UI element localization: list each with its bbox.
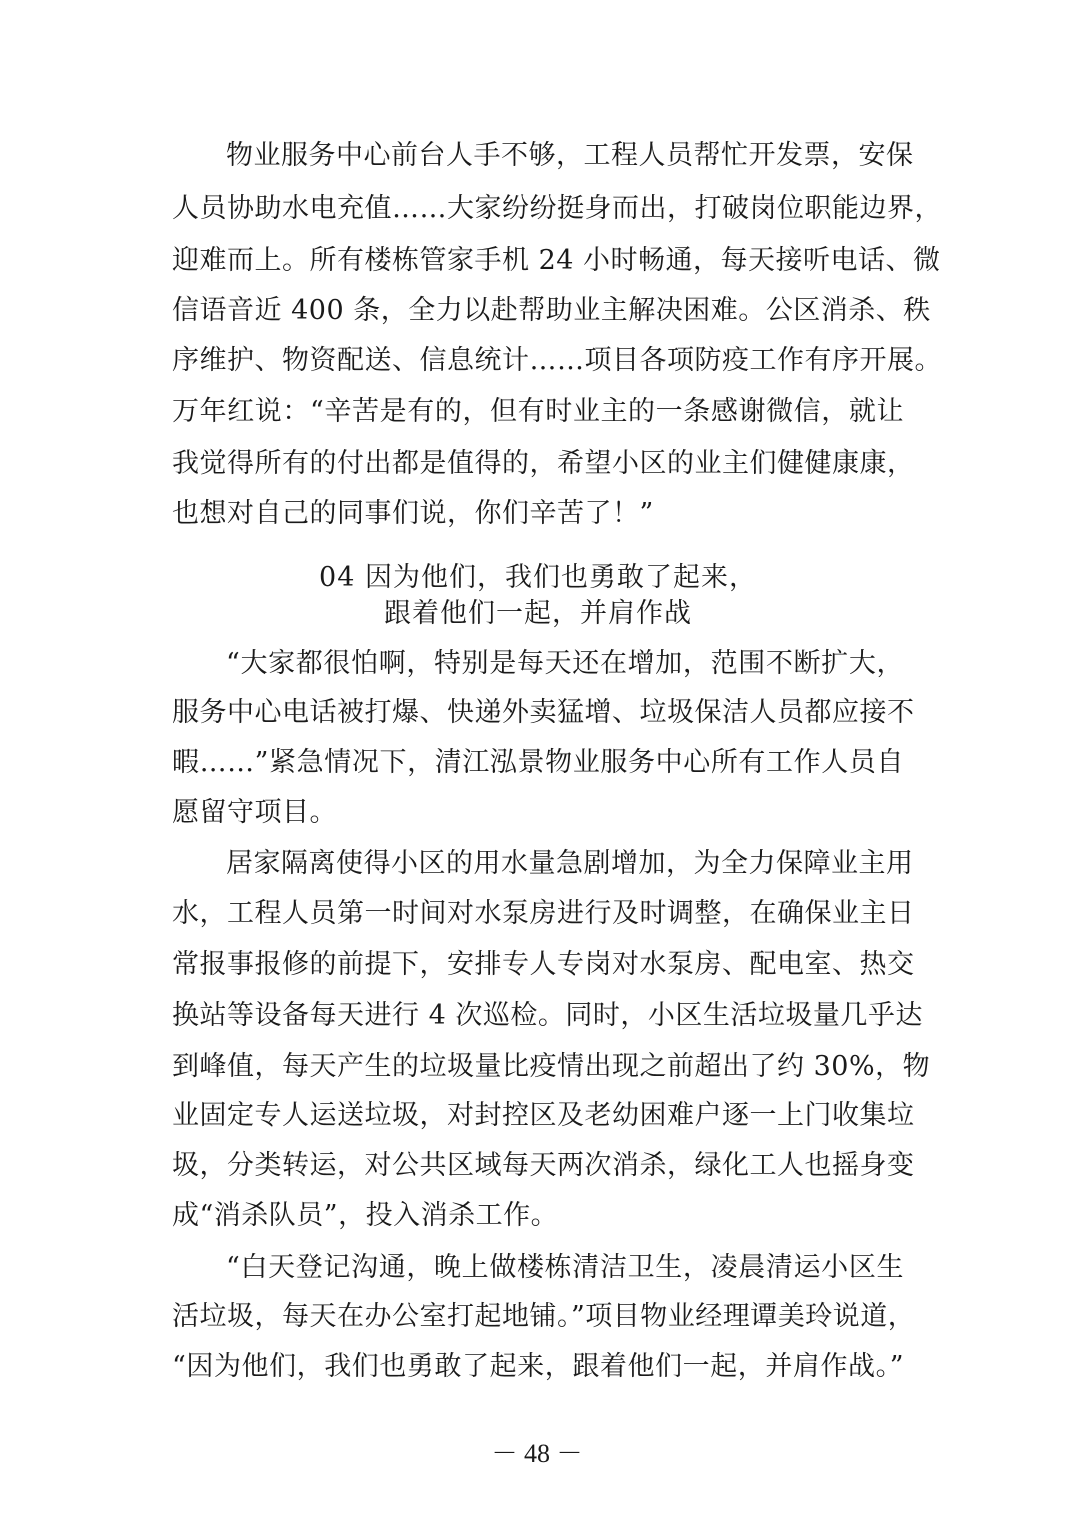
paragraph-2-line-3: 暇……”紧急情况下，清江泓景物业服务中心所有工作人员自 (172, 747, 904, 778)
paragraph-1-line-3: 迎难而上。所有楼栋管家手机 24 小时畅通，每天接听电话、微 (172, 245, 941, 276)
paragraph-1-line-1: 物业服务中心前台人手不够，工程人员帮忙开发票，安保 (226, 140, 914, 171)
paragraph-1-line-8: 也想对自己的同事们说，你们辛苦了！” (172, 498, 654, 529)
paragraph-3-line-3: 常报事报修的前提下，安排专人专岗对水泵房、配电室、热交 (172, 949, 915, 980)
paragraph-3-line-6: 业固定专人运送垃圾，对封控区及老幼困难户逐一上门收集垃 (172, 1100, 915, 1131)
paragraph-4-line-2: 活垃圾，每天在办公室打起地铺。”项目物业经理谭美玲说道， (172, 1301, 916, 1332)
section-heading-line-1: 04 因为他们，我们也勇敢了起来， (319, 562, 757, 593)
paragraph-1-line-4: 信语音近 400 条，全力以赴帮助业主解决困难。公区消杀、秩 (172, 295, 931, 326)
paragraph-3-line-4: 换站等设备每天进行 4 次巡检。同时，小区生活垃圾量几乎达 (172, 1000, 923, 1031)
paragraph-3-line-5: 到峰值，每天产生的垃圾量比疫情出现之前超出了约 30%，物 (172, 1051, 931, 1082)
paragraph-1-line-6: 万年红说：“辛苦是有的，但有时业主的一条感谢微信，就让 (172, 396, 904, 427)
page-number: － 48 － (491, 1439, 583, 1468)
paragraph-4-line-1: “白天登记沟通，晚上做楼栋清洁卫生，凌晨清运小区生 (226, 1252, 904, 1283)
paragraph-4-line-3: “因为他们，我们也勇敢了起来，跟着他们一起，并肩作战。” (172, 1351, 904, 1382)
section-heading-line-2: 跟着他们一起，并肩作战 (384, 598, 692, 629)
paragraph-3-line-2: 水，工程人员第一时间对水泵房进行及时调整，在确保业主日 (172, 898, 915, 929)
paragraph-1-line-7: 我觉得所有的付出都是值得的，希望小区的业主们健健康康， (172, 448, 915, 479)
paragraph-1-line-2: 人员协助水电充值……大家纷纷挺身而出，打破岗位职能边界， (172, 193, 942, 224)
paragraph-2-line-1: “大家都很怕啊，特别是每天还在增加，范围不断扩大， (226, 648, 904, 679)
paragraph-3-line-7: 圾，分类转运，对公共区域每天两次消杀，绿化工人也摇身变 (172, 1150, 915, 1181)
paragraph-3-line-1: 居家隔离使得小区的用水量急剧增加，为全力保障业主用 (226, 848, 914, 879)
paragraph-3-line-8: 成“消杀队员”，投入消杀工作。 (172, 1200, 559, 1231)
paragraph-2-line-2: 服务中心电话被打爆、快递外卖猛增、垃圾保洁人员都应接不 (172, 697, 915, 728)
paragraph-2-line-4: 愿留守项目。 (172, 797, 337, 828)
paragraph-1-line-5: 序维护、物资配送、信息统计……项目各项防疫工作有序开展。 (172, 345, 942, 376)
